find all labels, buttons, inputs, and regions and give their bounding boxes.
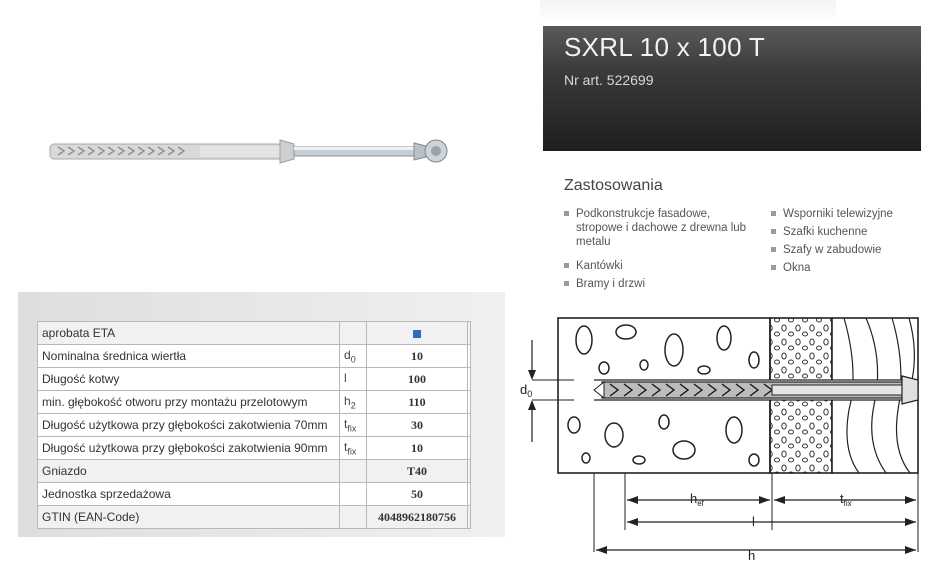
h-label: h (748, 548, 756, 563)
table-row (38, 322, 471, 345)
spec-symbol-main: t (344, 439, 348, 454)
spec-spacer (468, 414, 471, 437)
table-row (38, 460, 471, 483)
spec-symbol-main: l (344, 370, 347, 385)
spec-symbol-main: d (344, 347, 351, 362)
spec-symbol-sub: 2 (350, 400, 356, 411)
spec-value: 10 (367, 345, 468, 368)
spec-symbol-sub: fix (347, 446, 357, 457)
spec-label: aprobata ETA (38, 322, 340, 345)
applications-list-left (564, 207, 754, 295)
spec-value: 10 (367, 437, 468, 460)
spec-spacer (468, 322, 471, 345)
spec-table (37, 321, 471, 529)
spec-spacer (468, 506, 471, 529)
spec-spacer (468, 368, 471, 391)
spec-symbol (340, 368, 367, 391)
table-row (38, 391, 471, 414)
spec-label: Nominalna średnica wiertła (38, 345, 340, 368)
table-row (38, 483, 471, 506)
spec-label: GTIN (EAN-Code) (38, 506, 340, 529)
hef-label: $h_{ef}$ (690, 491, 704, 508)
spec-value: 50 (367, 483, 468, 506)
spec-spacer (468, 483, 471, 506)
list-item: Szafki kuchenne (771, 225, 931, 239)
product-header (543, 26, 921, 151)
list-item: Okna (771, 261, 931, 275)
spec-value: 30 (367, 414, 468, 437)
product-image (40, 126, 460, 178)
list-item: Podkonstrukcje fasadowe, stropowe i dachowe z drewna lub metalu (564, 207, 754, 249)
spec-symbol (340, 460, 367, 483)
spec-label: Długość użytkowa przy głębokości zakotwienia 70mm (38, 414, 340, 437)
list-item: Szafy w zabudowie (771, 243, 931, 257)
l-label: l (752, 514, 755, 529)
spec-spacer (468, 437, 471, 460)
spec-spacer (468, 345, 471, 368)
spec-symbol (340, 322, 367, 345)
spec-symbol (340, 414, 367, 437)
spec-label: Długość użytkowa przy głębokości zakotwienia 90mm (38, 437, 340, 460)
top-fade (540, 0, 836, 22)
table-row (38, 345, 471, 368)
product-title: SXRL 10 x 100 T (564, 32, 766, 62)
spec-spacer (468, 460, 471, 483)
spec-symbol (340, 391, 367, 414)
spec-symbol-sub: 0 (350, 354, 356, 365)
article-number: Nr art. 522699 (564, 72, 654, 88)
spec-symbol (340, 483, 367, 506)
spec-value: 4048962180756 (367, 506, 468, 529)
table-row (38, 506, 471, 529)
spec-symbol-sub: fix (347, 423, 357, 434)
technical-drawing (514, 310, 934, 572)
spec-label: Jednostka sprzedażowa (38, 483, 340, 506)
spec-symbol (340, 437, 367, 460)
list-item: Bramy i drzwi (564, 277, 754, 291)
tfix-label: $t_{fix}$ (840, 491, 852, 508)
table-row (38, 437, 471, 460)
d0-label: $d_0$ (520, 382, 533, 399)
spec-symbol (340, 506, 367, 529)
table-row (38, 414, 471, 437)
spec-symbol-main: h (344, 393, 351, 408)
eta-approved-icon (413, 330, 421, 338)
applications-title: Zastosowania (564, 177, 663, 194)
spec-label: Długość kotwy (38, 368, 340, 391)
spec-spacer (468, 391, 471, 414)
applications-list-right (771, 207, 931, 279)
spec-label: min. głębokość otworu przy montażu przelotowym (38, 391, 340, 414)
table-row (38, 368, 471, 391)
spec-value: 100 (367, 368, 468, 391)
spec-label: Gniazdo (38, 460, 340, 483)
spec-value: T40 (367, 460, 468, 483)
spec-symbol-main: t (344, 416, 348, 431)
list-item: Wsporniki telewizyjne (771, 207, 931, 221)
spec-value (367, 322, 468, 345)
list-item: Kantówki (564, 259, 754, 273)
spec-symbol (340, 345, 367, 368)
spec-value: 110 (367, 391, 468, 414)
